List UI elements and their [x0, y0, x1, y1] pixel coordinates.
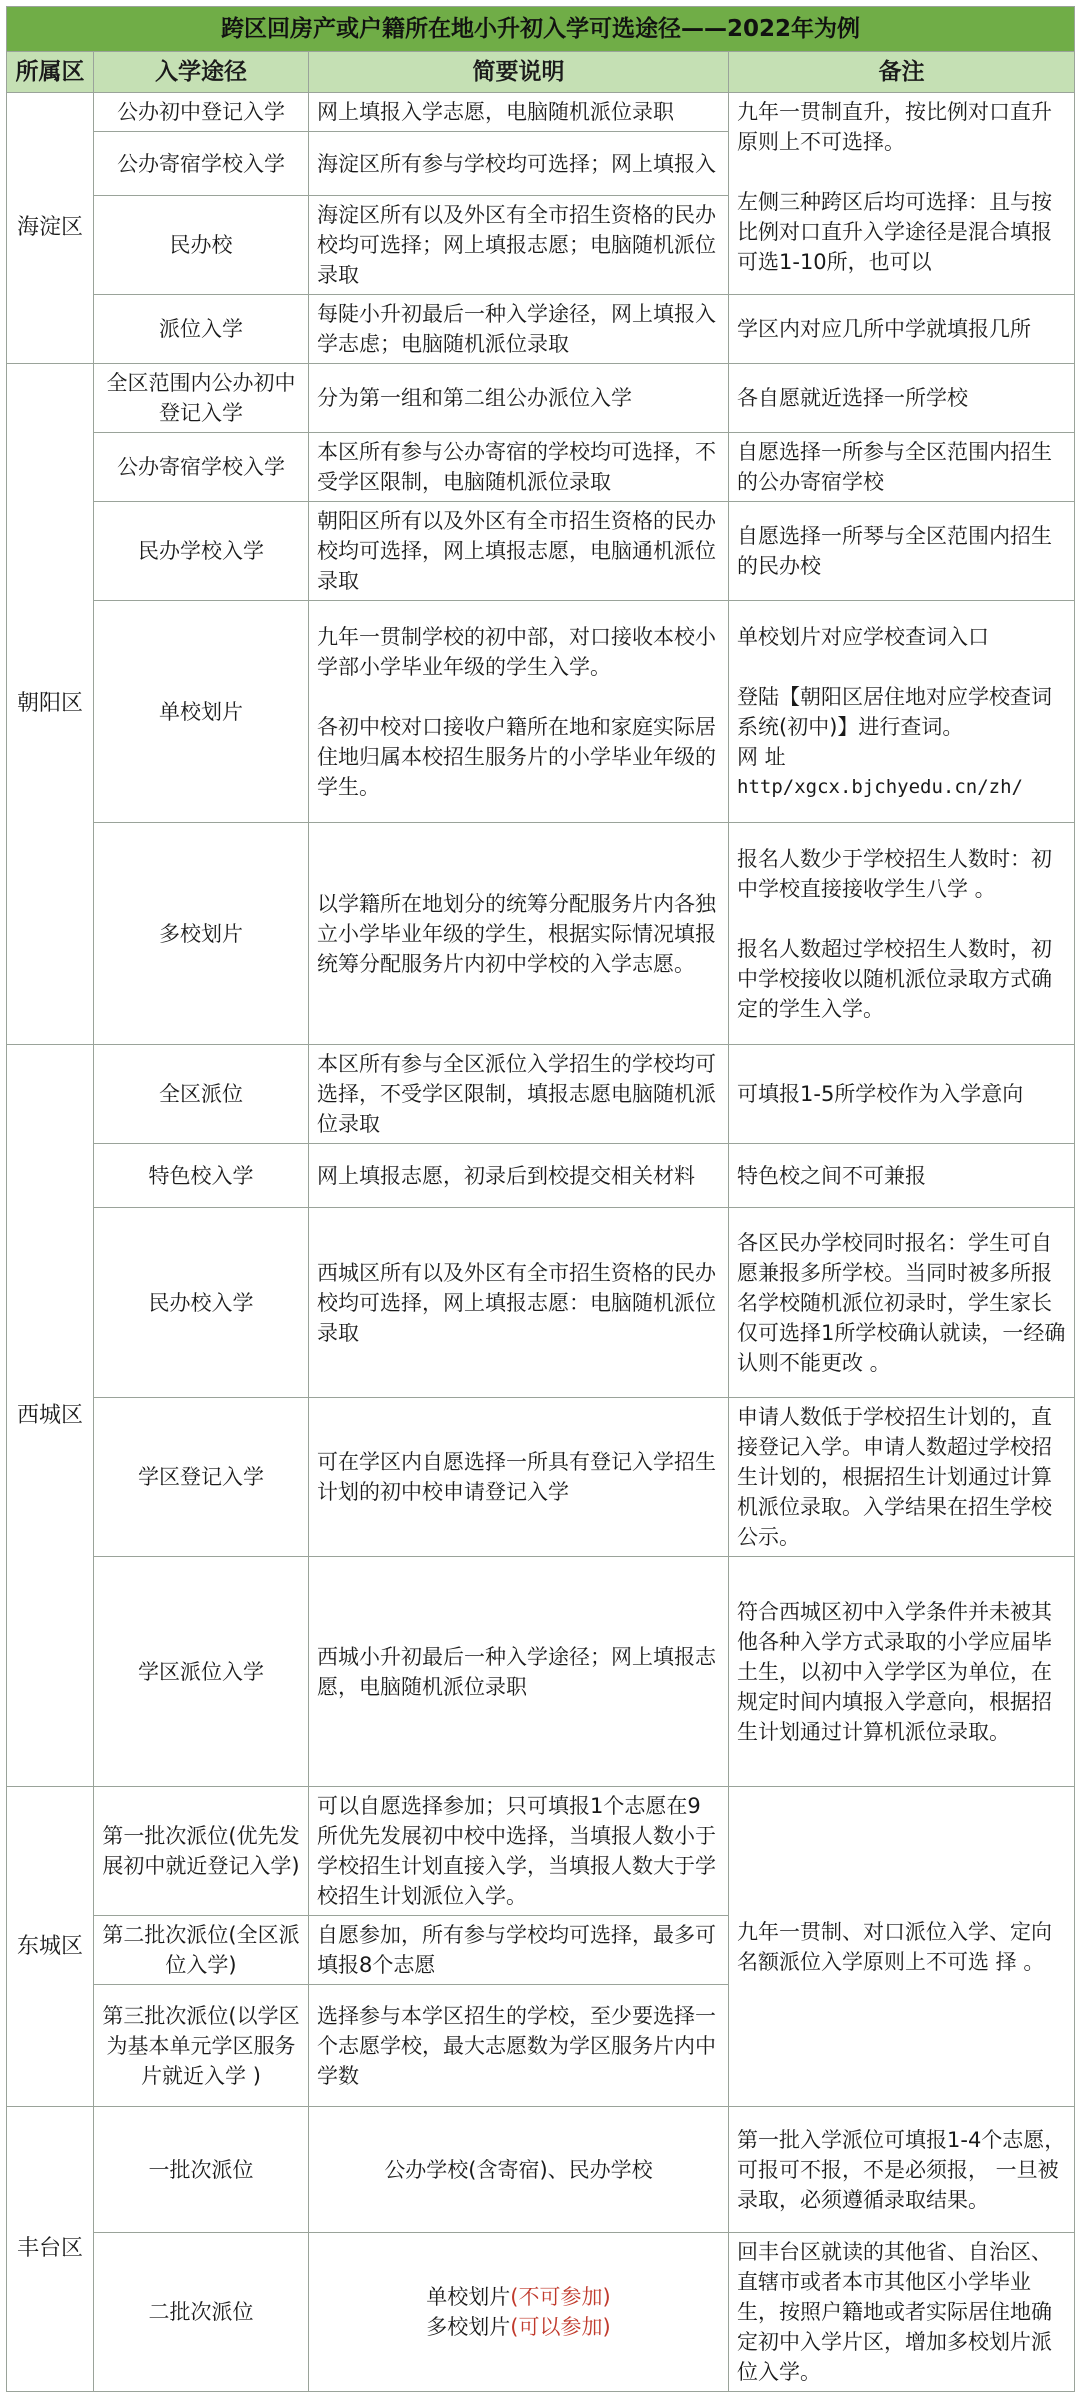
table-row	[7, 1398, 1075, 1557]
desc-cell: 可以自愿选择参加；只可填报1个志愿在9所优先发展初中校中选择，当填报人数小于学校招生计划直接入学，当填报人数大于学校招生计划派位入学。	[309, 1787, 729, 1916]
header-note: 备注	[729, 52, 1075, 93]
district-xicheng: 西城区	[7, 1045, 94, 1787]
note-line: 九年一贯制直升，按比例对口直升原则上不可选择。	[737, 100, 1052, 154]
route-cell: 学区登记入学	[94, 1398, 309, 1557]
note-cell: 各区民办学校同时报名：学生可自愿兼报多所学校。当同时被多所报名学校随机派位初录时，学生家长仅可选择1所学校确认就读，一经确认则不能更改 。	[729, 1208, 1075, 1398]
district-haidian: 海淀区	[7, 93, 94, 364]
header-district: 所属区	[7, 52, 94, 93]
desc-cell: 可在学区内自愿选择一所具有登记入学招生计划的初中校申请登记入学	[309, 1398, 729, 1557]
note-cell: 特色校之间不可兼报	[729, 1144, 1075, 1208]
admission-routes-table	[6, 6, 1075, 2392]
desc-cell: 海淀区所有以及外区有全市招生资格的民办校均可选择；网上填报志愿；电脑随机派位录取	[309, 196, 729, 295]
route-cell: 二批次派位	[94, 2233, 309, 2392]
table-row	[7, 364, 1075, 433]
table-row	[7, 1045, 1075, 1144]
route-cell: 单校划片	[94, 601, 309, 823]
desc-cell: 网上填报入学志愿，电脑随机派位录职	[309, 93, 729, 132]
not-eligible-tag: (不可参加)	[510, 2285, 611, 2309]
note-cell	[729, 93, 1075, 295]
desc-cell: 分为第一组和第二组公办派位入学	[309, 364, 729, 433]
lookup-url: http/xgcx.bjchyedu.cn/zh/	[737, 775, 1023, 798]
district-dongcheng: 东城区	[7, 1787, 94, 2107]
route-cell: 第二批次派位(全区派位入学)	[94, 1916, 309, 1985]
desc-cell: 选择参与本学区招生的学校，至少要选择一个志愿学校，最大志愿数为学区服务片内中学数	[309, 1985, 729, 2107]
table-row	[7, 601, 1075, 823]
table-row	[7, 2107, 1075, 2233]
route-cell: 学区派位入学	[94, 1557, 309, 1787]
desc-cell: 本区所有参与公办寄宿的学校均可选择，不受学区限制，电脑随机派位录取	[309, 433, 729, 502]
route-cell: 民办学校入学	[94, 502, 309, 601]
note-line: 报名人数少于学校招生人数时：初中学校直接接收学生八学 。	[737, 846, 1052, 901]
desc-line	[317, 2312, 720, 2342]
desc-cell	[309, 601, 729, 823]
note-cell: 可填报1-5所学校作为入学意向	[729, 1045, 1075, 1144]
district-fengtai: 丰台区	[7, 2107, 94, 2392]
desc-cell: 每陡小升初最后一种入学途径，网上填报入学志虑；电脑随机派位录取	[309, 295, 729, 364]
note-line: 单校划片对应学校查词入口	[737, 624, 989, 649]
desc-cell: 朝阳区所有以及外区有全市招生资格的民办校均可选择，网上填报志愿，电脑通机派位录取	[309, 502, 729, 601]
note-line: 网 址	[737, 744, 786, 769]
note-cell: 申请人数低于学校招生计划的，直接登记入学。申请人数超过学校招生计划的，根据招生计划通过计算机派位录取。入学结果在招生学校公示。	[729, 1398, 1075, 1557]
table-row	[7, 93, 1075, 132]
route-cell: 民办校	[94, 196, 309, 295]
desc-cell: 网上填报志愿，初录后到校提交相关材料	[309, 1144, 729, 1208]
note-cell	[729, 823, 1075, 1045]
eligible-tag: (可以参加)	[510, 2315, 611, 2339]
note-cell: 自愿选择一所琴与全区范围内招生的民办校	[729, 502, 1075, 601]
route-cell: 多校划片	[94, 823, 309, 1045]
route-cell: 民办校入学	[94, 1208, 309, 1398]
table-row	[7, 2233, 1075, 2392]
route-cell: 全区派位	[94, 1045, 309, 1144]
route-cell: 第三批次派位(以学区为基本单元学区服务片就近入学 )	[94, 1985, 309, 2107]
desc-line: 九年一贯制学校的初中部，对口接收本校小学部小学毕业年级的学生入学。	[317, 624, 716, 679]
table-title: 跨区回房产或户籍所在地小升初入学可选途径——2022年为例	[7, 7, 1075, 52]
desc-line	[317, 2282, 720, 2312]
desc-cell: 本区所有参与全区派位入学招生的学校均可选择，不受学区限制，填报志愿电脑随机派位录取	[309, 1045, 729, 1144]
multi-school-zone: 多校划片	[426, 2315, 511, 2339]
table-row	[7, 295, 1075, 364]
note-cell: 第一批入学派位可填报1-4个志愿，可报可不报，不是必须报， 一旦被录取，必须遵循录取结果。	[729, 2107, 1075, 2233]
desc-line: 各初中校对口接收户籍所在地和家庭实际居住地归属本校招生服务片的小学毕业年级的学生。	[317, 714, 716, 799]
route-cell: 全区范围内公办初中登记入学	[94, 364, 309, 433]
route-cell: 公办初中登记入学	[94, 93, 309, 132]
route-cell: 公办寄宿学校入学	[94, 433, 309, 502]
desc-cell: 以学籍所在地划分的统筹分配服务片内各独立小学毕业年级的学生，根据实际情况填报统筹分配服务片内初中学校的入学志愿。	[309, 823, 729, 1045]
header-row	[7, 52, 1075, 93]
route-cell: 一批次派位	[94, 2107, 309, 2233]
note-cell	[729, 601, 1075, 823]
desc-cell	[309, 2233, 729, 2392]
note-cell: 自愿选择一所参与全区范围内招生的公办寄宿学校	[729, 433, 1075, 502]
district-chaoyang: 朝阳区	[7, 364, 94, 1045]
note-line: 登陆【朝阳区居住地对应学校查词系统(初中)】进行查词。	[737, 684, 1052, 739]
title-row	[7, 7, 1075, 52]
route-cell: 派位入学	[94, 295, 309, 364]
table-row	[7, 1787, 1075, 1916]
header-route: 入学途径	[94, 52, 309, 93]
desc-cell: 海淀区所有参与学校均可选择；网上填报入	[309, 132, 729, 196]
route-cell: 特色校入学	[94, 1144, 309, 1208]
table-row	[7, 1208, 1075, 1398]
route-cell: 公办寄宿学校入学	[94, 132, 309, 196]
table-row	[7, 502, 1075, 601]
note-cell: 学区内对应几所中学就填报几所	[729, 295, 1075, 364]
note-cell: 各自愿就近选择一所学校	[729, 364, 1075, 433]
table-row	[7, 823, 1075, 1045]
table-row	[7, 1144, 1075, 1208]
table-row	[7, 433, 1075, 502]
note-line: 左侧三种跨区后均可选择：且与按比例对口直升入学途径是混合填报可选1-10所，也可以	[737, 190, 1052, 274]
desc-cell: 西城区所有以及外区有全市招生资格的民办校均可选择，网上填报志愿：电脑随机派位录取	[309, 1208, 729, 1398]
header-desc: 简要说明	[309, 52, 729, 93]
single-school-zone: 单校划片	[426, 2285, 511, 2309]
desc-cell: 自愿参加，所有参与学校均可选择，最多可填报8个志愿	[309, 1916, 729, 1985]
note-line: 报名人数超过学校招生人数时，初中学校接收以随机派位录取方式确定的学生入学。	[737, 936, 1052, 1021]
table-row	[7, 1557, 1075, 1787]
desc-cell: 西城小升初最后一种入学途径；网上填报志愿，电脑随机派位录职	[309, 1557, 729, 1787]
note-cell: 九年一贯制、对口派位入学、定向名额派位入学原则上不可选 择 。	[729, 1787, 1075, 2107]
note-cell: 符合西城区初中入学条件并未被其他各种入学方式录取的小学应届毕土生，以初中入学学区为单位，在规定时间内填报入学意向，根据招生计划通过计算机派位录取。	[729, 1557, 1075, 1787]
note-cell: 回丰台区就读的其他省、自治区、直辖市或者本市其他区小学毕业生，按照户籍地或者实际居住地确定初中入学片区，增加多校划片派位入学。	[729, 2233, 1075, 2392]
desc-cell: 公办学校(含寄宿)、民办学校	[309, 2107, 729, 2233]
route-cell: 第一批次派位(优先发展初中就近登记入学)	[94, 1787, 309, 1916]
